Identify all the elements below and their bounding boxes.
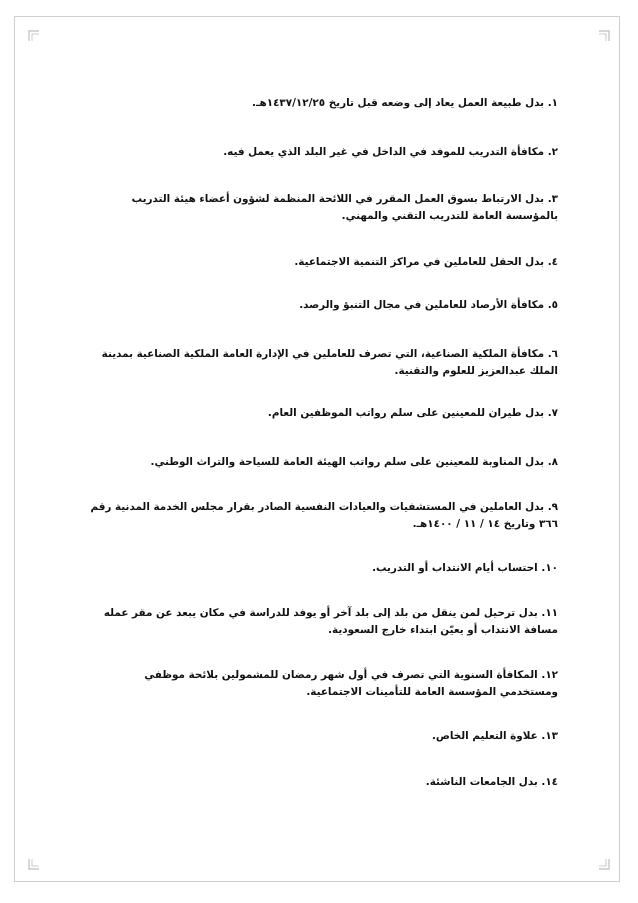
list-item-13 [88, 728, 558, 745]
item-text: بدل الارتباط بسوق العمل المقرر في اللائحة المنظمة لشؤون أعضاء هيئة التدريب بالمؤسسة العامة للتدريب التقني والمهني. [131, 193, 558, 222]
list-item-3 [78, 191, 558, 225]
corner-ornament-bottom-left [28, 858, 40, 870]
item-text: احتساب أيام الانتداب أو التدريب. [372, 562, 538, 574]
item-text: المكافأة السنوية التي تصرف في أول شهر رمضان للمشمولين بلائحة موظفي ومستخدمي المؤسسة العامة للتأمينات الاجتماعية. [144, 669, 558, 698]
item-number: ٤. [547, 256, 558, 268]
corner-ornament-bottom-right [598, 858, 610, 870]
list-item-10 [88, 560, 558, 577]
item-text: علاوة التعليم الخاص. [431, 730, 538, 742]
list-item-8 [88, 454, 558, 471]
item-number: ٦. [547, 348, 558, 360]
item-number: ١٣. [541, 730, 558, 742]
item-text: مكافأة الملكية الصناعية، التي تصرف للعاملين في الإدارة العامة الملكية الصناعية بمدينة الملك عبدالعزيز للعلوم والتقنية. [101, 348, 558, 377]
item-text: بدل طيران للمعينين على سلم رواتب الموظفين العام. [267, 407, 545, 419]
item-number: ١١. [541, 607, 558, 619]
item-number: ٩. [547, 501, 558, 513]
list-item-11 [78, 605, 558, 639]
list-item-6 [78, 346, 558, 380]
list-item-9 [78, 499, 558, 533]
item-number: ٣. [547, 193, 558, 205]
list-item-2 [88, 144, 558, 161]
list-item-7 [88, 405, 558, 422]
item-number: ١٠. [541, 562, 558, 574]
item-number: ١٢. [541, 669, 558, 681]
item-number: ٢. [547, 146, 558, 158]
item-number: ١٤. [541, 776, 558, 788]
item-text: بدل ترحيل لمن ينقل من بلد إلى بلد آخر أو يوفد للدراسة في مكان يبعد عن مقر عمله مسافة الانتداب أو يعيّن ابتداء خارج السعودية. [103, 607, 558, 636]
item-number: ٧. [547, 407, 558, 419]
corner-ornament-top-left [28, 30, 40, 42]
list-item-5 [88, 297, 558, 314]
list-item-1 [88, 95, 558, 112]
corner-ornament-top-right [598, 30, 610, 42]
item-text: بدل طبيعة العمل يعاد إلى وضعه قبل تاريخ ١٤٣٧/١٢/٢٥هـ. [252, 97, 545, 109]
item-text: بدل العاملين في المستشفيات والعيادات النفسية الصادر بقرار مجلس الخدمة المدنية رقم ٣٦٦ وتاريخ ١٤ / ١١ / ١٤٠٠هـ. [90, 501, 558, 530]
item-text: مكافأة الأرصاد للعاملين في مجال التنبؤ والرصد. [299, 299, 545, 311]
item-number: ١. [547, 97, 558, 109]
item-number: ٥. [547, 299, 558, 311]
item-number: ٨. [547, 456, 558, 468]
item-text: بدل المناوبة للمعينين على سلم رواتب الهيئة العامة للسياحة والتراث الوطني. [150, 456, 545, 468]
item-text: بدل الجامعات الناشئة. [425, 776, 538, 788]
list-item-12 [88, 667, 558, 701]
list-item-14 [88, 774, 558, 791]
item-text: بدل الحقل للعاملين في مراكز التنمية الاجتماعية. [294, 256, 545, 268]
item-text: مكافأة التدريب للموفد في الداخل في غير البلد الذي يعمل فيه. [223, 146, 545, 158]
list-item-4 [88, 254, 558, 271]
